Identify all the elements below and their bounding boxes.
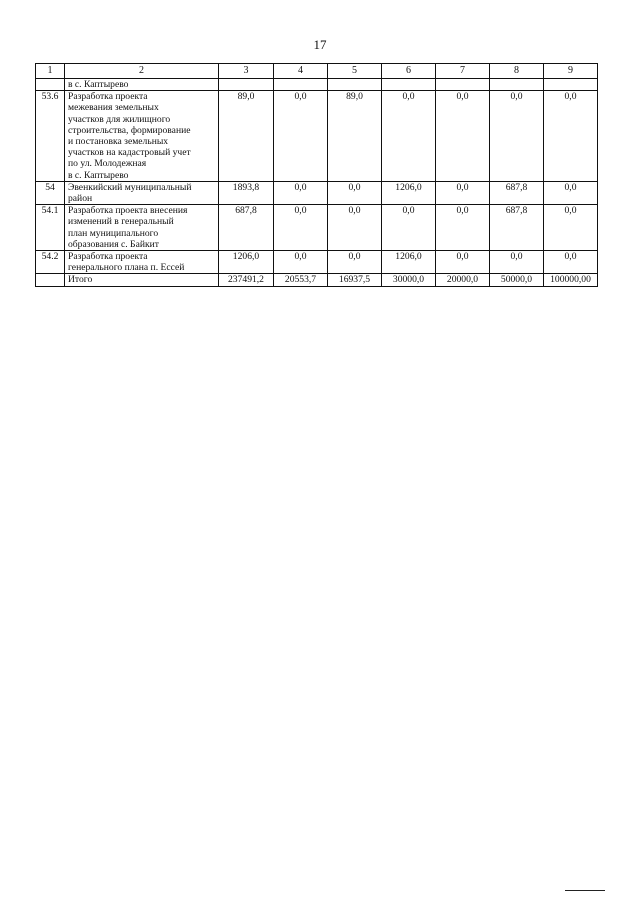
table-row (36, 274, 598, 286)
value-cell (436, 79, 490, 91)
row-number-cell: 54 (36, 181, 65, 204)
description-line: строительства, формирование (68, 124, 191, 136)
description-line: район (68, 193, 93, 205)
row-number-cell: 53.6 (36, 91, 65, 182)
column-header: 7 (436, 64, 490, 79)
value-cell: 0,0 (544, 251, 598, 274)
value-cell: 0,0 (274, 251, 328, 274)
value-cell: 687,8 (219, 205, 274, 251)
footer-rule (565, 890, 605, 891)
value-cell: 30000,0 (382, 274, 436, 286)
column-header: 9 (544, 64, 598, 79)
value-cell: 0,0 (382, 91, 436, 182)
value-cell: 0,0 (328, 205, 382, 251)
description-line: Разработка проекта внесения (68, 205, 188, 217)
value-cell: 0,0 (274, 205, 328, 251)
value-cell: 20000,0 (436, 274, 490, 286)
value-cell: 0,0 (436, 181, 490, 204)
description-cell (65, 251, 219, 274)
description-line: изменений в генеральный (68, 216, 174, 228)
table-row (36, 251, 598, 274)
value-cell: 0,0 (544, 205, 598, 251)
value-cell: 0,0 (328, 251, 382, 274)
value-cell: 0,0 (544, 181, 598, 204)
value-cell: 1206,0 (382, 251, 436, 274)
value-cell: 0,0 (436, 91, 490, 182)
table-row (36, 205, 598, 251)
description-line: межевания земельных (68, 102, 159, 114)
value-cell: 0,0 (436, 251, 490, 274)
description-line: генерального плана п. Ессей (68, 262, 185, 274)
description-line: участков на кадастровый учет (68, 147, 191, 159)
column-header: 6 (382, 64, 436, 79)
value-cell (490, 79, 544, 91)
description-line: в с. Каптырево (68, 79, 129, 90)
value-cell: 237491,2 (219, 274, 274, 286)
value-cell: 1893,8 (219, 181, 274, 204)
value-cell (328, 79, 382, 91)
value-cell: 89,0 (219, 91, 274, 182)
column-header: 8 (490, 64, 544, 79)
table-row (36, 79, 598, 91)
table-row (36, 91, 598, 182)
row-number-cell (36, 274, 65, 286)
value-cell: 0,0 (382, 205, 436, 251)
description-cell (65, 91, 219, 182)
value-cell (544, 79, 598, 91)
value-cell: 1206,0 (219, 251, 274, 274)
row-number-cell (36, 79, 65, 91)
value-cell: 0,0 (436, 205, 490, 251)
value-cell: 1206,0 (382, 181, 436, 204)
value-cell: 687,8 (490, 205, 544, 251)
table-row (36, 181, 598, 204)
description-line: по ул. Молодежная (68, 158, 147, 170)
description-line: Разработка проекта (68, 91, 148, 103)
description-cell (65, 274, 219, 286)
value-cell: 16937,5 (328, 274, 382, 286)
description-line: и постановка земельных (68, 136, 169, 148)
column-header: 4 (274, 64, 328, 79)
value-cell: 100000,00 (544, 274, 598, 286)
description-cell (65, 205, 219, 251)
value-cell: 0,0 (274, 91, 328, 182)
column-header: 1 (36, 64, 65, 79)
description-line: Разработка проекта (68, 251, 148, 263)
description-line: образования с. Байкит (68, 238, 159, 250)
value-cell (274, 79, 328, 91)
row-number-cell: 54.1 (36, 205, 65, 251)
value-cell (382, 79, 436, 91)
value-cell: 0,0 (490, 251, 544, 274)
column-header: 3 (219, 64, 274, 79)
description-line: в с. Каптырево (68, 169, 129, 181)
value-cell: 0,0 (544, 91, 598, 182)
value-cell (219, 79, 274, 91)
value-cell: 0,0 (274, 181, 328, 204)
value-cell: 0,0 (490, 91, 544, 182)
column-header: 5 (328, 64, 382, 79)
row-number-cell: 54.2 (36, 251, 65, 274)
description-line: Итого (68, 274, 93, 286)
budget-table (35, 63, 598, 287)
table-header-row (36, 64, 598, 79)
description-line: участков для жилищного (68, 113, 171, 125)
value-cell: 20553,7 (274, 274, 328, 286)
value-cell: 687,8 (490, 181, 544, 204)
page-number: 17 (313, 37, 327, 52)
description-line: план муниципального (68, 227, 159, 239)
value-cell: 89,0 (328, 91, 382, 182)
description-line: Эвенкийский муниципальный (68, 181, 192, 193)
column-header: 2 (65, 64, 219, 79)
value-cell: 0,0 (328, 181, 382, 204)
description-cell (65, 79, 219, 91)
description-cell (65, 181, 219, 204)
value-cell: 50000,0 (490, 274, 544, 286)
